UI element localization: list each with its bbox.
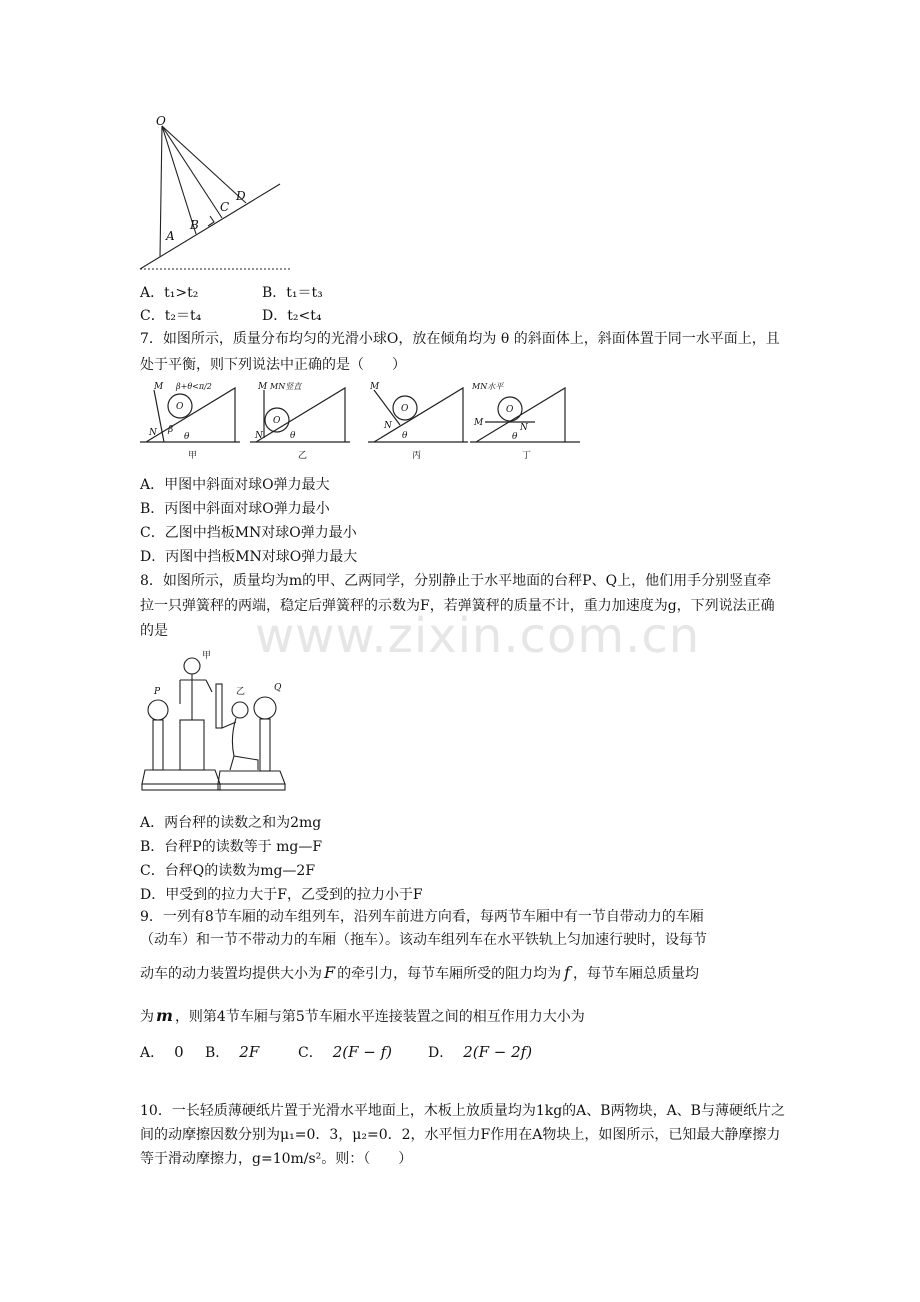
q7-ding-ball: O: [506, 405, 514, 415]
q7-figure: [140, 380, 585, 465]
q7-jia-m: M: [154, 382, 164, 392]
q9-option-a-label: A．: [140, 1045, 165, 1061]
q7-bing-theta: θ: [402, 431, 408, 441]
q8-figure: [140, 648, 290, 796]
q6-option-a: A．t₁>t₂: [140, 285, 199, 301]
q9-line-1: 9．一列有8节车厢的动车组列车，沿列车前进方向看，每两节车厢中有一节自带动力的车厢: [140, 909, 704, 925]
q7-yi-theta: θ: [290, 431, 296, 441]
label-a: A: [166, 229, 175, 243]
label-d: D: [236, 189, 246, 203]
q7-jia-beta: β: [168, 425, 174, 435]
q7-jia-tag: β+θ<π/2: [176, 382, 212, 391]
q8-label-yi: 乙: [236, 687, 246, 697]
q9-line-3: [140, 963, 699, 984]
q7-ding-tag: MN水平: [472, 382, 504, 391]
q9-line-3a: 动车的动力装置均提供大小为: [140, 966, 322, 982]
q7-option-b: B．丙图中斜面对球O弹力最小: [140, 501, 330, 517]
label-b: B: [190, 218, 199, 232]
q8-option-c: C．台秤Q的读数为mg—2F: [140, 863, 316, 879]
q8-stem: 8．如图所示，质量均为m的甲、乙两同学，分别静止于水平地面的台秤P、Q上，他们用手分别竖直牵拉一只弹簧秤的两端，稳定后弹簧秤的示数为F，若弹簧秤的质量不计，重力加速度为g，下列说法正确的是: [140, 573, 775, 639]
q9-line-4a: 为: [140, 1009, 154, 1025]
q7-ding-n: N: [520, 423, 528, 433]
q9-line-3c: ，每节车厢总质量均: [573, 966, 700, 982]
q7-caption-jia: 甲: [188, 451, 198, 461]
q9-option-d: [428, 1042, 532, 1062]
q7-jia-theta: θ: [184, 432, 190, 442]
q7-option-c: C．乙图中挡板MN对球O弹力最小: [140, 525, 357, 541]
q7-option-d: D．丙图中挡板MN对球O弹力最大: [140, 549, 358, 565]
q7-option-a: A．甲图中斜面对球O弹力最大: [140, 477, 330, 493]
q7-yi-n: N: [255, 431, 263, 441]
q9-line-3b: 的牵引力，每节车厢所受的阻力均为: [337, 966, 562, 982]
q6-option-c: C．t₂＝t₄: [140, 308, 202, 324]
label-c: C: [220, 200, 230, 214]
q9-symbol-m: m: [156, 1006, 173, 1025]
q7-stem: 7．如图所示，质量分布均匀的光滑小球O，放在倾角均为 θ 的斜面体上，斜面体置于同一水平面上，且处于平衡，则下列说法中正确的是（ ）: [140, 331, 780, 373]
q7-jia-ball: O: [176, 402, 184, 412]
q6-option-d: D．t₂<t₄: [262, 308, 322, 324]
q7-caption-ding: 丁: [522, 451, 532, 461]
q8-label-jia: 甲: [202, 651, 212, 661]
label-o: O: [156, 114, 166, 128]
q7-yi-m: M: [258, 382, 268, 392]
q9-option-a-value: 0: [174, 1043, 184, 1061]
q8-label-p: P: [154, 687, 161, 697]
q9-symbol-f: f: [564, 963, 571, 982]
q9-option-b: [205, 1042, 259, 1062]
q9-option-a: [140, 1042, 184, 1062]
q9-option-d-value: 2(F − 2f): [463, 1043, 533, 1061]
q8-option-d: D．甲受到的拉力大于F，乙受到的拉力小于F: [140, 887, 423, 903]
q7-yi-tag: MN竖直: [270, 382, 302, 391]
q9-option-d-label: D．: [428, 1045, 454, 1061]
q8-label-q: Q: [274, 683, 282, 693]
watermark: www.zixin.com.cn: [255, 608, 701, 664]
q7-caption-bing: 丙: [412, 451, 422, 461]
q7-bing-m: M: [370, 382, 380, 392]
incline-rays-figure: [130, 112, 300, 277]
q7-ding-m: M: [474, 418, 484, 428]
q9-option-c-label: C．: [298, 1045, 323, 1061]
q7-bing-n: N: [384, 421, 392, 431]
q9-option-c-value: 2(F − f): [332, 1043, 393, 1061]
q7-jia-n: N: [149, 428, 157, 438]
q9-option-c: [298, 1042, 392, 1062]
q9-line-4: [140, 1006, 585, 1027]
q8-option-b: B．台秤P的读数等于 mg—F: [140, 839, 323, 855]
q7-ding-theta: θ: [512, 432, 518, 442]
q9-line-4b: ，则第4节车厢与第5节车厢水平连接装置之间的相互作用力大小为: [174, 1009, 585, 1025]
q7-bing-ball: O: [401, 404, 409, 414]
q6-option-b: B．t₁＝t₃: [262, 285, 323, 301]
q7-yi-ball: O: [273, 416, 281, 426]
q7-caption-yi: 乙: [298, 451, 308, 461]
q9-symbol-F: F: [324, 963, 336, 982]
q8-option-a: A．两台秤的读数之和为2mg: [140, 815, 322, 831]
q10-stem: 10．一长轻质薄硬纸片置于光滑水平地面上，木板上放质量均为1kg的A、B两物块，A、B与薄硬纸片之间的动摩擦因数分别为μ₁=0．3，μ₂=0．2，水平恒力F作用在A物块上，如图所示，已知最大静摩擦力等于滑动摩擦力，g=10m/s²。则：（ ）: [140, 1103, 785, 1167]
q9-line-2: （动车）和一节不带动力的车厢（拖车）。该动车组列车在水平铁轨上匀加速行驶时，设每节: [140, 932, 707, 948]
q9-option-b-value: 2F: [239, 1043, 260, 1061]
q9-option-b-label: B．: [205, 1045, 230, 1061]
